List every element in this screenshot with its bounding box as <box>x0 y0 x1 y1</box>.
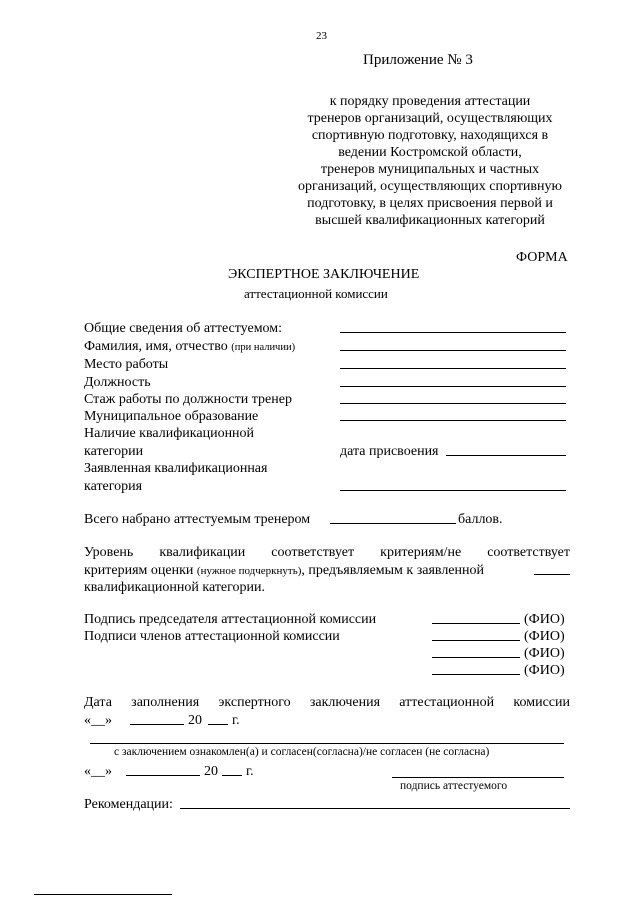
municipality-field[interactable] <box>340 420 566 421</box>
level-category-field[interactable] <box>534 574 570 575</box>
date-fill-year-field[interactable] <box>208 724 228 725</box>
date-fill-line-1 <box>84 694 570 711</box>
appendix-line: тренеров организаций, осуществляющих <box>307 111 553 126</box>
general-info-field[interactable] <box>340 332 566 333</box>
date-fill-year-prefix: 20 <box>188 713 202 728</box>
date-fill-word: комиссии <box>513 695 570 710</box>
date-fill-month-field[interactable] <box>130 724 184 725</box>
chairman-signature-label: Подпись председателя аттестационной комиссии <box>84 612 377 627</box>
footnote-separator <box>34 894 172 895</box>
form-label: ФОРМА <box>516 250 568 265</box>
declared-category-label-cont: категория <box>84 479 143 494</box>
municipality-label: Муниципальное образование <box>84 409 259 424</box>
document-title: ЭКСПЕРТНОЕ ЗАКЛЮЧЕНИЕ <box>228 267 420 282</box>
level-line-1 <box>84 544 570 561</box>
workplace-field[interactable] <box>340 368 566 369</box>
acknowledgment-day: «__» <box>84 764 112 779</box>
acknowledgment-year-prefix: 20 <box>204 764 218 779</box>
fio-label: (ФИО) <box>524 629 565 644</box>
full-name-note: (при наличии) <box>231 342 296 353</box>
declared-category-field[interactable] <box>340 490 566 491</box>
date-fill-word: аттестационной <box>399 695 495 710</box>
trainee-signature-field[interactable] <box>392 777 564 778</box>
level-line-3: квалификационной категории. <box>84 580 266 595</box>
category-label: Наличие квалификационной <box>84 426 255 441</box>
full-name-field[interactable] <box>340 350 566 351</box>
trainee-signature-caption: подпись аттестуемого <box>400 780 508 792</box>
score-field[interactable] <box>330 523 456 524</box>
document-subtitle: аттестационной комиссии <box>244 286 388 301</box>
appendix-line: высшей квалификационных категорий <box>315 213 545 228</box>
experience-field[interactable] <box>340 403 566 404</box>
fio-label: (ФИО) <box>524 646 565 661</box>
date-fill-word: экспертного <box>218 695 291 710</box>
level-word: соответствует <box>487 545 570 560</box>
date-fill-word: Дата <box>84 695 112 710</box>
appendix-line: организаций, осуществляющих спортивную <box>298 179 562 194</box>
date-fill-day: «__» <box>84 713 112 728</box>
level-word: соответствует <box>271 545 355 560</box>
full-name-text: Фамилия, имя, отчество <box>84 339 228 354</box>
full-name-label <box>84 338 295 356</box>
recommendations-field[interactable] <box>180 808 570 809</box>
member-signature-field[interactable] <box>432 640 520 641</box>
experience-label: Стаж работы по должности тренер <box>84 392 292 407</box>
recommendations-label: Рекомендации: <box>84 797 173 812</box>
level-word: критериям/не <box>380 545 462 560</box>
appendix-line: ведении Костромской области, <box>338 145 522 160</box>
assignment-date-label: дата присвоения <box>340 444 439 459</box>
member-signature-field[interactable] <box>432 674 520 675</box>
workplace-label: Место работы <box>84 357 169 372</box>
chairman-signature-field[interactable] <box>432 623 520 624</box>
date-fill-year-suffix: г. <box>232 713 240 728</box>
appendix-line: тренеров муниципальных и частных <box>320 162 540 177</box>
category-label-cont: категории <box>84 444 144 459</box>
member-signature-field[interactable] <box>432 657 520 658</box>
appendix-line: подготовку, в целях присвоения первой и <box>307 196 553 211</box>
acknowledgment-year-suffix: г. <box>246 764 254 779</box>
level-word: квалификации <box>159 545 246 560</box>
acknowledgment-month-field[interactable] <box>126 775 200 776</box>
level-line-2 <box>84 562 484 580</box>
date-fill-word: заполнения <box>131 695 200 710</box>
acknowledgment-text: с заключением ознакомлен(а) и согласен(согласна)/не согласен (не согласна) <box>114 746 490 758</box>
members-signature-label: Подписи членов аттестационной комиссии <box>84 629 340 644</box>
acknowledgment-signature-line[interactable] <box>90 743 564 744</box>
fio-label: (ФИО) <box>524 663 565 678</box>
page-number: 23 <box>316 30 327 42</box>
score-label: Всего набрано аттестуемым тренером <box>84 512 311 527</box>
assignment-date-field[interactable] <box>446 455 566 456</box>
appendix-title: Приложение № 3 <box>363 52 473 68</box>
level-criteria-text: критериям оценки <box>84 563 194 578</box>
appendix-line: спортивную подготовку, находящихся в <box>311 128 549 143</box>
fio-label: (ФИО) <box>524 612 565 627</box>
general-info-label: Общие сведения об аттестуемом: <box>84 321 283 336</box>
position-field[interactable] <box>340 386 566 387</box>
date-fill-word: заключения <box>309 695 381 710</box>
position-label: Должность <box>84 375 151 390</box>
level-criteria-text-cont: , предъявляемым к заявленной <box>301 563 484 578</box>
appendix-description <box>262 93 598 229</box>
appendix-line: к порядку проведения аттестации <box>329 94 531 109</box>
acknowledgment-year-field[interactable] <box>222 775 242 776</box>
level-word: Уровень <box>84 545 134 560</box>
score-suffix: баллов. <box>458 512 503 527</box>
level-criteria-note: (нужное подчеркнуть) <box>196 565 302 577</box>
declared-category-label: Заявленная квалификационная <box>84 461 268 476</box>
